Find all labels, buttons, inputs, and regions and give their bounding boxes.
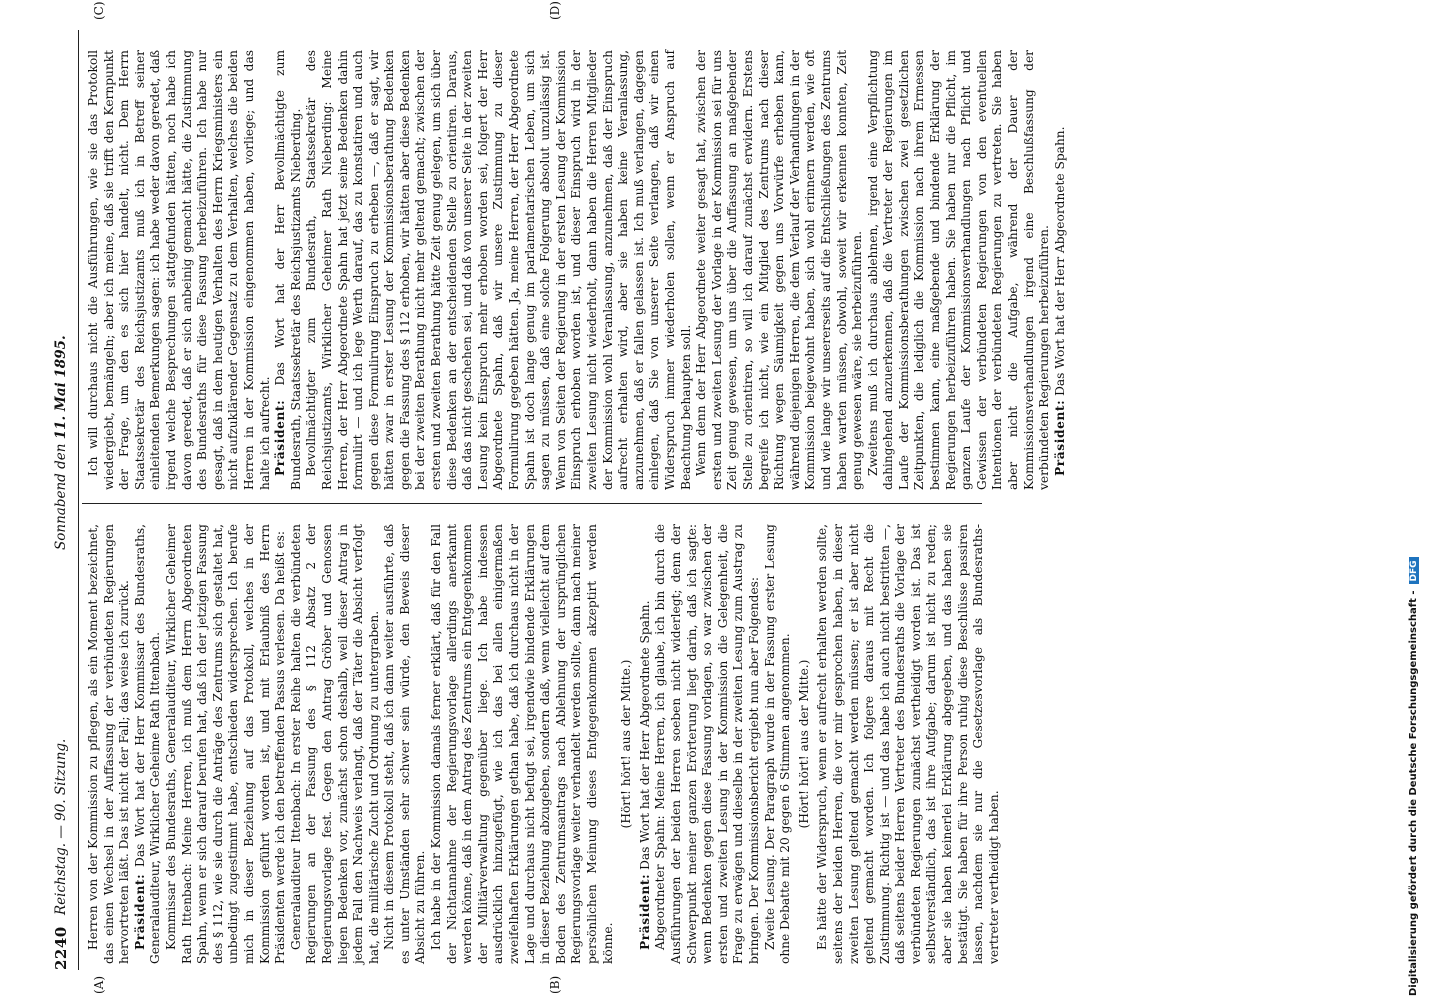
- header-date: 11. Mai 1895.: [53, 335, 69, 440]
- paragraph: [694, 50, 866, 490]
- header-date-prefix: Sonnabend den: [53, 443, 69, 550]
- interjection: [797, 524, 813, 964]
- paragraph: [164, 524, 289, 964]
- speaker-label: Präsident:: [273, 399, 288, 476]
- paragraph-text: Ich habe in der Kommission damals ferner erklärt, daß für den Fall der Nichtannahme der Regierungsvorlage allerdings anerkannt werden könne, daß in dem Antrag des Zentrums ein Entgegenkommen der Militärverwaltung gegenüber liege. Ich habe indessen ausdrücklich hinzugefügt, wie ich das bei allen einigermaßen zweifelhaften Erklärungen gethan habe, daß ich durchaus nicht in der Lage und durchaus nicht befugt sei, irgendwie bindende Erklärungen in dieser Beziehung abzugeben, sondern daß, wenn vielleicht auf dem Boden des Zentrumsantrags nach Ablehnung der ursprünglichen Regierungsvorlage weiter verhandelt werden sollte, dann nach meiner persönlichen Meinung dieses Entgegenkommen akzeptirt werden könne.: [429, 524, 615, 964]
- paragraph-text: Bevollmächtigter zum Bundesrath, Staatssekretär des Reichsjustizamts, Wirklicher Geheimer Rath Nieberding: Meine Herren, der Herr Abgeordnete Spahn hat jetzt seine Bedenken dahin formulirt — und ich lege Werth darauf, das zu konstatiren und auch gegen diese Formulirung Einspruch zu erheben —, daß er sagt, wir hätten zwar in erster Lesung der Kommissionsberathung Bedenken gegen die Fassung des § 112 erhoben, wir hätten aber diese Bedenken bei der zweiten Berathung nicht mehr geltend gemacht; zwischen der ersten und zweiten Berathung hätte Zeit genug gelegen, um sich über diese Bedenken an der entscheidenden Stelle zu orientiren. Daraus, daß das nicht geschehen sei, und daß von unserer Seite in der zweiten Lesung kein Einspruch mehr erhoben worden sei, folgert der Herr Abgeordnete Spahn, daß wir unsere Zustimmung zu dieser Formulirung gegeben hätten. Ja, meine Herren, der Herr Abgeordnete Spahn ist doch lange genug im parlamentarischen Leben, um sich sagen zu müssen, daß eine solche Folgerung absolut unzulässig ist. Wenn von Seiten der Regierung in der ersten Lesung der Kommission Einspruch erhoben worden ist, und dieser Einspruch wird in der zweiten Lesung nicht wiederholt, dann haben die Herren Mitglieder der Kommission wohl Veranlassung, anzunehmen, daß der Einspruch aufrecht erhalten wird, aber sie haben keine Veranlassung, anzunehmen, daß er fallen gelassen ist. Ich muß verlangen, dagegen einlegen, daß Sie von unserer Seite verlangen, daß wir einen Widerspruch immer wiederholen sollen, wenn er Anspruch auf Beachtung behaupten soll.: [304, 50, 693, 490]
- paragraph: [382, 524, 429, 964]
- paragraph-text: Wenn denn der Herr Abgeordnete weiter gesagt hat, zwischen der ersten und zweiten Lesung der Vorlage in der Kommission sei für uns Zeit genug gewesen, um uns über die Auffassung an maßgebender Stelle zu orientiren, so will ich darauf zunächst erwidern. Erstens begreife ich nicht, wie ein Mitglied des Zentrums nach dieser Richtung wegen Säumigkeit gegen uns Vorwürfe erheben kann, während diejenigen Herren, die dem Verlauf der Verhandlungen in der Kommission beigewohnt haben, sich wohl erinnern werden, wie oft und wie lange wir unsererseits auf die Entschließungen des Zentrums haben warten müssen, obwohl, soweit wir erkennen konnten, Zeit genug gewesen wäre, sie herbeizuführen.: [694, 50, 865, 490]
- paragraph-text: Das Wort hat der Herr Abgeordnete Spahn.: [637, 600, 652, 870]
- paragraph-text: Kommissar des Bundesraths, Generalauditeur, Wirklicher Geheimer Rath Ittenbach: Meine Herren, ich muß dem Herrn Abgeordneten Spahn, wenn er sich darauf berufen hat, daß ich der jetzigen Fassung des § 112, wie sie durch die Anträge des Zentrums sich gestaltet hat, unbedingt zugestimmt habe, entschieden widersprechen. Ich berufe mich in dieser Beziehung auf das Protokoll, welches in der Kommission geführt worden ist, und mit Erlaubniß des Herrn Präsidenten werde ich den betreffenden Passus verlesen. Da heißt es:: [163, 524, 288, 964]
- paragraph-text: Herren von der Kommission zu pflegen, als ein Moment bezeichnet, das einen Wechsel in der Auffassung der verbündeten Regierungen hervortreten läßt. Das ist nicht der Fall; das weise ich zurück.: [86, 524, 132, 964]
- paragraph: [429, 524, 616, 964]
- paragraph-text: (Hört! hört! aus der Mitte.): [796, 659, 811, 829]
- paragraph-text: Abgeordneter Spahn: Meine Herren, ich glaube, ich bin durch die Ausführungen der beiden Herren soeben nicht widerlegt; denn der Schwerpunkt meiner ganzen Erörterung liegt darin, daß ich sagte: wenn Bedenken gegen diese Fassung vorlagen, so war zwischen der ersten und zweiten Lesung in der Kommission die Gelegenheit, die Frage zu erwägen und dieselbe in der zweiten Lesung zum Austrag zu bringen. Der Kommissionsbericht ergiebt nun aber Folgendes:: [653, 524, 761, 964]
- paragraph: [763, 524, 794, 964]
- speaker-label: Präsident:: [1052, 399, 1067, 476]
- paragraph: [289, 524, 383, 964]
- page-header: [50, 30, 76, 970]
- digitization-text: Digitalisierung gefördert durch die Deutsche Forschungsgemeinschaft -: [1408, 590, 1419, 996]
- digitization-notice: [1408, 557, 1419, 996]
- right-column: [86, 50, 1068, 490]
- speaker-paragraph: [133, 524, 164, 964]
- paragraph-text: Zweite Lesung. Der Paragraph wurde in der Fassung erster Lesung ohne Debatte mit 20 gegen 6 Stimmen angenommen.: [762, 524, 793, 964]
- speaker-paragraph: [1053, 50, 1069, 490]
- paragraph-text: Das Wort hat der Herr Bevollmächtigte zum Bundesrath, Staatssekretär des Reichsjustizamts Nieberding.: [273, 50, 303, 490]
- interjection: [619, 524, 635, 964]
- margin-marker-a: (A): [92, 975, 106, 994]
- paragraph-text: Das Wort hat der Herr Abgeordnete Spahn.: [1052, 126, 1067, 396]
- speaker-paragraph: [273, 50, 304, 490]
- paragraph-text: Generalauditeur Ittenbach: In erster Reihe halten die verbündeten Regierungen an der Fassung des § 112 Absatz 2 der Regierungsvorlage fest. Gegen den Antrag Gröber und Genossen liegen Bedenken vor, zunächst schon deshalb, weil dieser Antrag in jedem Fall den Nachweis verlangt, daß der Täter die Absicht verfolgt hat, die militärische Zucht und Ordnung zu untergraben.: [288, 524, 381, 964]
- paragraph: [304, 50, 694, 490]
- header-date-line: [53, 335, 69, 550]
- page-number: 2240: [52, 926, 70, 970]
- margin-marker-c: (C): [92, 1, 106, 20]
- speaker-label: Präsident:: [132, 873, 147, 950]
- paragraph: [86, 524, 133, 964]
- paragraph: [653, 524, 762, 964]
- paragraph: [86, 50, 273, 490]
- paragraph-text: Zweitens muß ich durchaus ablehnen, irgend eine Verpflichtung dahingehend anzuerkennen, daß die Vertreter der Regierungen im Laufe der Kommissionsberathungen zwischen zwei gesetzlichen Zeitpunkten, die lediglich die Kommission nach ihrem Ermessen bestimmen kann, eine maßgebende und bindende Erklärung der Regierungen herbeizuführen haben. Sie haben nur die Pflicht, im ganzen Laufe der Kommissionsverhandlungen nach Pflicht und Gewissen der verbündeten Regierungen von den eventuellen Intentionen der verbündeten Regierungen zu vertreten. Sie haben aber nicht die Aufgabe, während der Dauer der Kommissionsverhandlungen irgend eine Beschlußfassung der verbündeten Regierungen herbeizuführen.: [865, 50, 1052, 490]
- left-column: [86, 524, 1002, 964]
- speaker-label: Präsident:: [637, 873, 652, 950]
- margin-marker-d: (D): [548, 1, 562, 20]
- paragraph-text: Ich will durchaus nicht die Ausführungen, wie sie das Protokoll wiedergiebt, bemängeln; aber ich meine, daß sie trifft den Kernpunkt der Frage, um den es sich hier handelt, nicht. Dem Herrn Staatssekretär des Reichsjustizamts muß ich in Betreff seiner einleitenden Bemerkungen sagen: ich habe weder davon geredet, daß irgend welche Besprechungen stattgefunden hätten, noch habe ich davon geredet, daß er sich anbeinig gemacht hätte, die Zustimmung des Bundesraths für diese Fassung herbeizuführen. Ich habe nur gesagt, daß in dem heutigen Verhalten des Herrn Kriegsministers ein nicht aufzuklärender Gegensatz zu dem Verhalten, welches die beiden Herren in der Kommission eingenommen haben, vorliege; und das halte ich aufrecht.: [86, 50, 272, 490]
- margin-marker-b: (B): [548, 975, 562, 994]
- column-divider: [82, 503, 982, 504]
- paragraph-text: Es hätte der Widerspruch, wenn er aufrecht erhalten werden sollte, seitens der beiden Herren, die vor mir gesprochen haben, in dieser zweiten Lesung geltend gemacht werden müssen; er ist aber nicht geltend gemacht worden. Ich folgere daraus mit Recht die Zustimmung. Richtig ist — und das habe ich auch nicht bestritten —, daß seitens beider Herren Vertreter des Bundesraths die Vorlage der verbündeten Regierungen zunächst vertheidigt worden ist. Das ist selbstverständlich, das ist ihre Aufgabe; darum ist nicht zu reden; aber sie haben keinerlei Erklärung abgegeben, und das haben sie bestätigt. Sie haben für ihre Person ruhig diese Beschlüsse passiren lassen, nachdem sie nur die Gesetzesvorlage als Bundesraths-vertreter vertheidigt haben.: [815, 524, 1001, 964]
- dfg-logo: DFG: [1409, 557, 1419, 584]
- paragraph: [815, 524, 1002, 964]
- paragraph-text: Das Wort hat der Herr Kommissar des Bundesraths, Generalauditeur, Wirklicher Geheime Rath Ittenbach.: [132, 524, 163, 964]
- header-session: Reichstag. — 90. Sitzung.: [53, 738, 69, 915]
- paragraph: [866, 50, 1053, 490]
- paragraph-text: Nicht in diesem Protokoll steht, daß ich dann weiter ausführte, daß es unter Umständen sehr schwer sein würde, den Beweis dieser Absicht zu führen.: [382, 524, 428, 964]
- paragraph-text: (Hört! hört! aus der Mitte.): [619, 659, 634, 829]
- header-rule: [78, 30, 79, 970]
- speaker-paragraph: [638, 524, 654, 964]
